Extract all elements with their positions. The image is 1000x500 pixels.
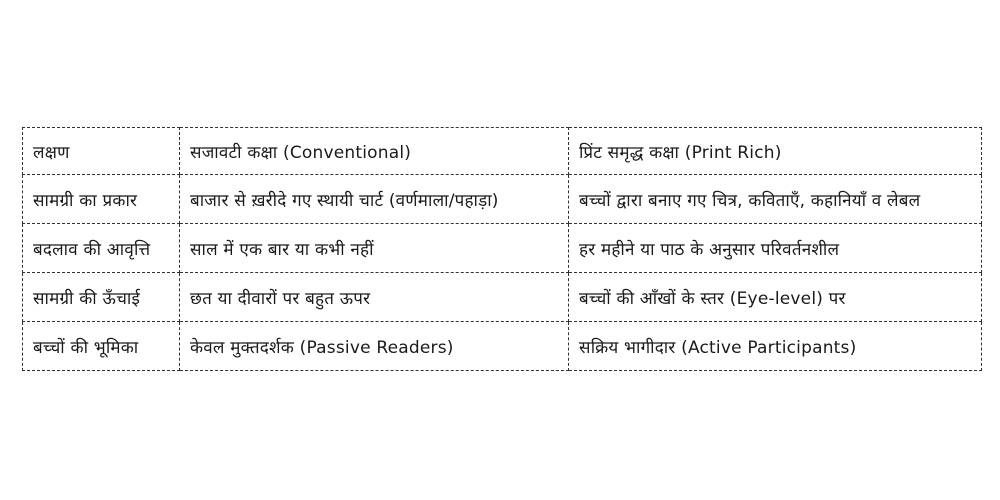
header-print-rich-classroom: प्रिंट समृद्ध कक्षा (Print Rich) <box>569 128 982 175</box>
row-label-material-type: सामग्री का प्रकार <box>23 175 180 224</box>
comparison-table <box>22 127 982 371</box>
cell-print-rich: सक्रिय भागीदार (Active Participants) <box>569 322 982 371</box>
cell-print-rich: बच्चों द्वारा बनाए गए चित्र, कविताएँ, कहानियाँ व लेबल <box>569 175 982 224</box>
row-label-children-role: बच्चों की भूमिका <box>23 322 180 371</box>
cell-print-rich: बच्चों की आँखों के स्तर (Eye-level) पर <box>569 273 982 322</box>
table-header-row <box>23 128 982 175</box>
cell-conventional: साल में एक बार या कभी नहीं <box>180 224 569 273</box>
header-conventional-classroom: सजावटी कक्षा (Conventional) <box>180 128 569 175</box>
cell-conventional: छत या दीवारों पर बहुत ऊपर <box>180 273 569 322</box>
comparison-table-container <box>22 127 978 371</box>
table-row <box>23 175 982 224</box>
table-row <box>23 273 982 322</box>
cell-conventional: बाजार से ख़रीदे गए स्थायी चार्ट (वर्णमाला/पहाड़ा) <box>180 175 569 224</box>
table-row <box>23 224 982 273</box>
cell-conventional: केवल मुक्तदर्शक (Passive Readers) <box>180 322 569 371</box>
table-row <box>23 322 982 371</box>
cell-print-rich: हर महीने या पाठ के अनुसार परिवर्तनशील <box>569 224 982 273</box>
row-label-change-frequency: बदलाव की आवृत्ति <box>23 224 180 273</box>
row-label-material-height: सामग्री की ऊँचाई <box>23 273 180 322</box>
header-characteristic: लक्षण <box>23 128 180 175</box>
